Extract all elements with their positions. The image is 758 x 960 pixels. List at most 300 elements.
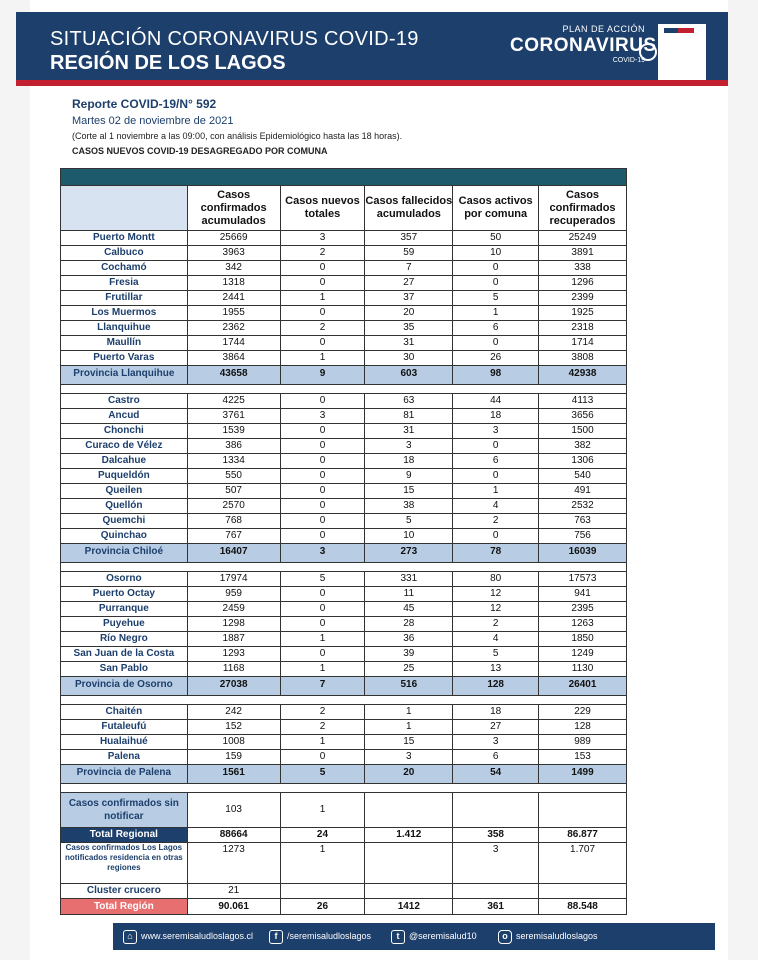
spacer-row (61, 696, 627, 705)
comuna-row (61, 469, 627, 484)
row-value: 27 (453, 720, 539, 735)
report-title: Reporte COVID-19/N° 592 (72, 97, 217, 111)
row-value: 491 (539, 484, 627, 499)
row-value: 3963 (187, 246, 280, 261)
row-value: 0 (280, 424, 365, 439)
row-value: 0 (280, 750, 365, 765)
comuna-row (61, 351, 627, 366)
row-value: 16039 (539, 544, 627, 563)
row-value: 18 (453, 409, 539, 424)
row-value: 358 (453, 828, 539, 843)
footer-bar (113, 923, 715, 950)
row-value: 10 (365, 529, 453, 544)
twitter-icon: t (391, 930, 405, 944)
row-label: San Juan de la Costa (61, 647, 188, 662)
row-value: 4225 (187, 394, 280, 409)
row-value: 54 (453, 765, 539, 784)
row-value: 5 (365, 514, 453, 529)
row-label: San Pablo (61, 662, 188, 677)
column-header: Casos confirmados acumulados (187, 186, 280, 231)
row-value: 5 (280, 572, 365, 587)
row-value: 103 (187, 793, 280, 828)
comuna-row (61, 394, 627, 409)
row-value: 0 (453, 276, 539, 291)
row-value: 1130 (539, 662, 627, 677)
row-value: 21 (187, 884, 280, 899)
row-value: 1273 (187, 843, 280, 884)
row-value: 90.061 (187, 899, 280, 915)
provincia-total-row (61, 765, 627, 784)
otras-regiones-row (61, 843, 627, 884)
row-value: 1925 (539, 306, 627, 321)
row-value: 26 (453, 351, 539, 366)
row-label: Calbuco (61, 246, 188, 261)
comuna-row (61, 409, 627, 424)
row-value: 331 (365, 572, 453, 587)
row-value: 0 (280, 514, 365, 529)
comuna-row (61, 439, 627, 454)
flag-red-icon (678, 28, 694, 33)
row-value: 507 (187, 484, 280, 499)
row-label: Quellón (61, 499, 188, 514)
row-label: Queilen (61, 484, 188, 499)
row-label: Puerto Varas (61, 351, 188, 366)
row-value: 1 (280, 793, 365, 828)
row-value: 1955 (187, 306, 280, 321)
row-value: 0 (280, 499, 365, 514)
row-value: 756 (539, 529, 627, 544)
row-value: 516 (365, 677, 453, 696)
row-value: 27038 (187, 677, 280, 696)
row-value: 2395 (539, 602, 627, 617)
row-value: 2 (453, 514, 539, 529)
row-value: 153 (539, 750, 627, 765)
column-header: Casos activos por comuna (453, 186, 539, 231)
comuna-row (61, 529, 627, 544)
row-value: 1561 (187, 765, 280, 784)
row-label: Purranque (61, 602, 188, 617)
row-value: 1 (365, 705, 453, 720)
row-value: 128 (453, 677, 539, 696)
header-banner (16, 12, 728, 86)
row-value: 2532 (539, 499, 627, 514)
row-value: 17573 (539, 572, 627, 587)
row-value: 1539 (187, 424, 280, 439)
row-label: Cluster crucero (61, 884, 188, 899)
comuna-row (61, 750, 627, 765)
row-value: 1887 (187, 632, 280, 647)
footer-facebook[interactable] (269, 928, 371, 945)
row-value: 603 (365, 366, 453, 385)
row-value: 1008 (187, 735, 280, 750)
row-value: 2570 (187, 499, 280, 514)
comuna-row (61, 662, 627, 677)
provincia-total-row (61, 544, 627, 563)
row-value: 1.707 (539, 843, 627, 884)
column-header: Casos nuevos totales (280, 186, 365, 231)
row-value: 1249 (539, 647, 627, 662)
row-value: 18 (365, 454, 453, 469)
row-value: 44 (453, 394, 539, 409)
footer-instagram[interactable] (498, 928, 598, 945)
row-value: 3761 (187, 409, 280, 424)
footer-twitter[interactable] (391, 928, 477, 945)
row-value: 25669 (187, 231, 280, 246)
row-value: 229 (539, 705, 627, 720)
row-value: 45 (365, 602, 453, 617)
row-label: Maullín (61, 336, 188, 351)
row-value: 5 (280, 765, 365, 784)
row-value: 128 (539, 720, 627, 735)
row-value: 0 (453, 469, 539, 484)
row-label: Casos confirmados sin notificar (61, 793, 188, 828)
row-value: 81 (365, 409, 453, 424)
comuna-row (61, 735, 627, 750)
cases-table-body (61, 169, 627, 915)
spacer-cell (61, 385, 627, 394)
row-value: 88.548 (539, 899, 627, 915)
row-value: 386 (187, 439, 280, 454)
row-label: Ancud (61, 409, 188, 424)
report-date: Martes 02 de noviembre de 2021 (72, 115, 234, 127)
row-value: 1263 (539, 617, 627, 632)
row-label: Quinchao (61, 529, 188, 544)
row-value: 1500 (539, 424, 627, 439)
comuna-row (61, 246, 627, 261)
row-value: 31 (365, 424, 453, 439)
row-value: 7 (365, 261, 453, 276)
row-label: Futaleufú (61, 720, 188, 735)
top-bar-cell (61, 169, 627, 186)
row-value: 0 (280, 469, 365, 484)
row-value: 3864 (187, 351, 280, 366)
spacer-cell (61, 563, 627, 572)
row-value: 3 (453, 843, 539, 884)
row-label: Total Regional (61, 828, 188, 843)
facebook-icon: f (269, 930, 283, 944)
row-label: Osorno (61, 572, 188, 587)
row-label: Hualaihué (61, 735, 188, 750)
comuna-row (61, 499, 627, 514)
comuna-row (61, 291, 627, 306)
row-value: 39 (365, 647, 453, 662)
row-label: Chaitén (61, 705, 188, 720)
comuna-row (61, 321, 627, 336)
row-value: 25249 (539, 231, 627, 246)
row-value: 273 (365, 544, 453, 563)
row-value: 6 (453, 321, 539, 336)
row-value: 31 (365, 336, 453, 351)
row-value: 3 (280, 409, 365, 424)
row-value: 1 (280, 632, 365, 647)
row-value: 1499 (539, 765, 627, 784)
comuna-row (61, 602, 627, 617)
row-value: 2 (453, 617, 539, 632)
row-value: 763 (539, 514, 627, 529)
row-value: 28 (365, 617, 453, 632)
row-label: Castro (61, 394, 188, 409)
row-value: 50 (453, 231, 539, 246)
row-value: 959 (187, 587, 280, 602)
virus-icon (639, 43, 657, 61)
row-value: 2441 (187, 291, 280, 306)
row-value: 20 (365, 306, 453, 321)
row-value: 86.877 (539, 828, 627, 843)
row-value (365, 793, 453, 828)
row-value: 30 (365, 351, 453, 366)
row-value: 3656 (539, 409, 627, 424)
row-value: 0 (453, 529, 539, 544)
logo-coronavirus-text: CORONAVIRUS (510, 35, 657, 56)
comuna-row (61, 276, 627, 291)
row-value: 20 (365, 765, 453, 784)
logo-covid-text: COVID-19 (612, 57, 645, 64)
row-value: 2459 (187, 602, 280, 617)
row-label: Provincia Llanquihue (61, 366, 188, 385)
row-label: Fresia (61, 276, 188, 291)
row-value: 1293 (187, 647, 280, 662)
row-value: 1850 (539, 632, 627, 647)
comuna-row (61, 454, 627, 469)
row-label: Provincia Chiloé (61, 544, 188, 563)
row-value (365, 843, 453, 884)
row-value: 1744 (187, 336, 280, 351)
footer-web[interactable] (123, 928, 253, 945)
banner-region: REGIÓN DE LOS LAGOS (50, 52, 286, 74)
spacer-row (61, 385, 627, 394)
row-value: 9 (280, 366, 365, 385)
plan-accion-logo (510, 24, 657, 74)
row-value: 15 (365, 735, 453, 750)
row-value: 768 (187, 514, 280, 529)
report-subtitle: CASOS NUEVOS COVID-19 DESAGREGADO POR COMUNA (72, 146, 328, 156)
row-value: 382 (539, 439, 627, 454)
row-value: 38 (365, 499, 453, 514)
row-value: 0 (280, 647, 365, 662)
row-value: 3 (365, 750, 453, 765)
row-value: 24 (280, 828, 365, 843)
row-label: Puyehue (61, 617, 188, 632)
row-value: 0 (453, 336, 539, 351)
row-value: 1296 (539, 276, 627, 291)
gobierno-logo (658, 24, 706, 80)
row-value: 13 (453, 662, 539, 677)
comuna-row (61, 514, 627, 529)
row-value (453, 884, 539, 899)
row-label: Dalcahue (61, 454, 188, 469)
row-value: 152 (187, 720, 280, 735)
row-value (539, 793, 627, 828)
row-value: 1 (453, 306, 539, 321)
row-value: 1.412 (365, 828, 453, 843)
row-value: 1 (365, 720, 453, 735)
comuna-row (61, 705, 627, 720)
row-value: 9 (365, 469, 453, 484)
row-value: 88664 (187, 828, 280, 843)
row-value: 35 (365, 321, 453, 336)
row-label: Llanquihue (61, 321, 188, 336)
instagram-icon: o (498, 930, 512, 944)
row-value: 550 (187, 469, 280, 484)
row-value: 4113 (539, 394, 627, 409)
row-value: 1168 (187, 662, 280, 677)
row-value: 1 (280, 735, 365, 750)
row-value: 27 (365, 276, 453, 291)
comuna-row (61, 231, 627, 246)
banner-title: SITUACIÓN CORONAVIRUS COVID-19 (50, 28, 419, 50)
cluster-row (61, 884, 627, 899)
row-value: 36 (365, 632, 453, 647)
row-value: 2 (280, 321, 365, 336)
comuna-row (61, 617, 627, 632)
row-value: 242 (187, 705, 280, 720)
row-label: Provincia de Palena (61, 765, 188, 784)
row-label: Total Región (61, 899, 188, 915)
row-value: 4 (453, 499, 539, 514)
row-value: 2362 (187, 321, 280, 336)
row-value: 0 (280, 276, 365, 291)
row-value: 159 (187, 750, 280, 765)
spacer-row (61, 784, 627, 793)
row-value: 16407 (187, 544, 280, 563)
total-regional-row (61, 828, 627, 843)
row-value: 3891 (539, 246, 627, 261)
row-value: 2318 (539, 321, 627, 336)
row-value: 7 (280, 677, 365, 696)
banner-stripe (16, 80, 728, 86)
provincia-total-row (61, 677, 627, 696)
row-label: Chonchi (61, 424, 188, 439)
row-value: 1318 (187, 276, 280, 291)
comuna-row (61, 647, 627, 662)
row-value: 0 (280, 306, 365, 321)
row-value: 361 (453, 899, 539, 915)
footer-twitter-text: @seremisalud10 (409, 931, 477, 941)
row-value: 0 (280, 529, 365, 544)
row-value: 1 (280, 351, 365, 366)
row-value: 2399 (539, 291, 627, 306)
row-value: 1 (280, 662, 365, 677)
row-value: 1714 (539, 336, 627, 351)
row-value: 357 (365, 231, 453, 246)
row-label: Quemchi (61, 514, 188, 529)
row-value: 1412 (365, 899, 453, 915)
comuna-row (61, 306, 627, 321)
row-value (453, 793, 539, 828)
row-value: 0 (280, 617, 365, 632)
row-value: 80 (453, 572, 539, 587)
row-value: 2 (280, 720, 365, 735)
row-value: 3 (453, 424, 539, 439)
row-label: Puqueldón (61, 469, 188, 484)
comuna-row (61, 261, 627, 276)
row-value: 3 (453, 735, 539, 750)
row-label: Puerto Montt (61, 231, 188, 246)
provincia-total-row (61, 366, 627, 385)
row-value: 338 (539, 261, 627, 276)
row-value: 6 (453, 454, 539, 469)
row-value: 1 (280, 291, 365, 306)
row-label: Palena (61, 750, 188, 765)
row-value: 0 (280, 454, 365, 469)
row-value: 941 (539, 587, 627, 602)
comuna-row (61, 484, 627, 499)
row-value: 767 (187, 529, 280, 544)
row-value: 1 (280, 843, 365, 884)
column-header-comuna (61, 186, 188, 231)
row-value: 98 (453, 366, 539, 385)
row-value: 0 (280, 602, 365, 617)
comuna-row (61, 587, 627, 602)
row-value: 10 (453, 246, 539, 261)
row-value: 4 (453, 632, 539, 647)
row-value: 3 (280, 231, 365, 246)
row-value: 59 (365, 246, 453, 261)
globe-icon: ⌂ (123, 930, 137, 944)
row-label: Provincia de Osorno (61, 677, 188, 696)
row-value: 0 (453, 439, 539, 454)
logo-plan-text: PLAN DE ACCIÓN (562, 24, 645, 34)
sin-notificar-row (61, 793, 627, 828)
row-label: Los Muermos (61, 306, 188, 321)
row-value: 26401 (539, 677, 627, 696)
flag-blue-icon (664, 28, 678, 33)
row-value: 0 (280, 484, 365, 499)
row-value: 0 (280, 336, 365, 351)
row-value: 5 (453, 647, 539, 662)
row-value: 18 (453, 705, 539, 720)
row-value: 0 (280, 394, 365, 409)
report-note: (Corte al 1 noviembre a las 09:00, con análisis Epidemiológico hasta las 18 horas). (72, 131, 403, 141)
row-value: 2 (280, 705, 365, 720)
column-header: Casos confirmados recuperados (539, 186, 627, 231)
row-value (365, 884, 453, 899)
row-value: 37 (365, 291, 453, 306)
row-value: 3 (280, 544, 365, 563)
row-value: 78 (453, 544, 539, 563)
row-value: 0 (453, 261, 539, 276)
row-value: 17974 (187, 572, 280, 587)
row-value: 12 (453, 587, 539, 602)
row-value: 0 (280, 439, 365, 454)
row-value: 11 (365, 587, 453, 602)
cases-table (60, 168, 627, 915)
row-label: Curaco de Vélez (61, 439, 188, 454)
row-value: 1334 (187, 454, 280, 469)
column-header-row (61, 186, 627, 231)
footer-instagram-text: seremisaludloslagos (516, 931, 598, 941)
comuna-row (61, 572, 627, 587)
row-label: Frutillar (61, 291, 188, 306)
row-value: 12 (453, 602, 539, 617)
spacer-cell (61, 784, 627, 793)
comuna-row (61, 336, 627, 351)
row-value: 3808 (539, 351, 627, 366)
comuna-row (61, 632, 627, 647)
row-value: 25 (365, 662, 453, 677)
row-value (280, 884, 365, 899)
comuna-row (61, 424, 627, 439)
table-top-bar (61, 169, 627, 186)
row-label: Casos confirmados Los Lagos notificados residencia en otras regiones (61, 843, 188, 884)
row-value: 342 (187, 261, 280, 276)
row-label: Río Negro (61, 632, 188, 647)
row-value: 2 (280, 246, 365, 261)
row-value: 0 (280, 261, 365, 276)
row-value: 0 (280, 587, 365, 602)
row-value: 26 (280, 899, 365, 915)
spacer-cell (61, 696, 627, 705)
